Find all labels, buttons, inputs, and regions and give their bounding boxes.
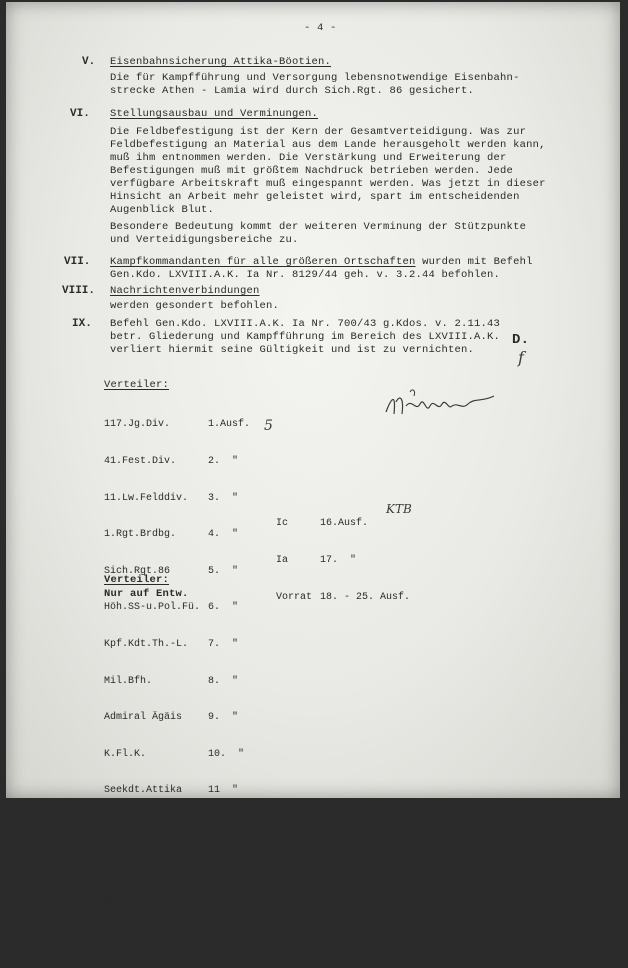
section-vi-line-1: Die Feldbefestigung ist der Kern der Gesamtverteidigung. Was zur [110, 126, 527, 138]
page-number: - 4 - [304, 22, 337, 34]
handwritten-mark-s: 5 [264, 418, 273, 434]
section-viii-number: VIII. [62, 285, 96, 297]
distribution-row: K.Fl.K. 10. " [104, 748, 245, 760]
section-vi-line-7: Augenblick Blut. [110, 204, 215, 216]
section-vi-line-4: Befestigungen muß mit größtem Nachdruck betrieben werden. Jede [110, 165, 514, 177]
distribution-2-text: Nur auf Entw. [104, 588, 189, 600]
distribution-row: Höh.SS-u.Pol.Fü. 6. " [104, 602, 239, 614]
distribution-right-row: Vorrat 18. - 25. Ausf. [276, 591, 411, 603]
distribution-row: Kopifü 12. " [104, 821, 245, 833]
distribution-row: Admiral Ägäis 9. " [104, 712, 239, 724]
distribution-list [104, 395, 250, 968]
distribution-row: Nfü 14. " [104, 895, 245, 907]
distribution-row: Kpf.Kdt.Th.-L. 7. " [104, 638, 239, 650]
section-vii-line-2: Gen.Kdo. LXVIII.A.K. Ia Nr. 8129/44 geh. v. 3.2.44 befohlen. [110, 269, 501, 281]
section-ix-line-3: verliert hiermit seine Gültigkeit und ist zu vernichten. [110, 344, 475, 356]
distribution-row: Sich.Rgt.86 5. " [104, 565, 239, 577]
section-ix-number: IX. [72, 318, 92, 330]
section-v-line-1: Die für Kampfführung und Versorgung lebensnotwendige Eisenbahn- [110, 72, 520, 84]
distribution-row: 11.Lw.Felddiv. 3. " [104, 492, 239, 504]
section-vi-line-5: verfügbare Arbeitskraft muß eingespannt werden. Was jetzt in dieser [110, 178, 546, 190]
distribution-row: 1.Rgt.Brdbg. 4. " [104, 529, 239, 541]
section-v-heading: Eisenbahnsicherung Attika-Böotien. [110, 56, 332, 68]
section-vi-line-3: muß ihm entnommen werden. Die Verstärkung und Erweiterung der [110, 152, 507, 164]
section-vi-heading: Stellungsausbau und Verminungen. [110, 108, 319, 120]
section-vii-heading-rest: wurden mit Befehl [415, 256, 533, 268]
section-vii-number: VII. [64, 256, 91, 268]
section-ix-line-1: Befehl Gen.Kdo. LXVIII.A.K. Ia Nr. 700/43 g.Kdos. v. 2.11.43 [110, 318, 501, 330]
section-viii-heading: Nachrichtenverbindungen [110, 285, 260, 297]
handwritten-mark-f: f [518, 348, 524, 367]
section-vi-para2-line-2: und Verteidigungsbereiche zu. [110, 234, 299, 246]
distribution-row: 41.Fest.Div. 2. " [104, 456, 239, 467]
handwritten-initials: KTB [386, 502, 412, 516]
distribution-row: Arko 13. " [104, 858, 245, 870]
distribution-right-row: Ic 16.Ausf. [276, 518, 369, 530]
distribution-row: Qu 15. " [104, 931, 245, 943]
distribution-row: Mil.Bfh. 8. " [104, 675, 239, 687]
handwritten-mark-d: D. [512, 332, 530, 348]
distribution-row: 117.Jg.Div. 1.Ausf. [104, 419, 251, 431]
section-vi-para2-line-1: Besondere Bedeutung kommt der weiteren Verminung der Stützpunkte [110, 221, 527, 233]
section-ix-line-2: betr. Gliederung und Kampfführung im Bereich des LXVIII.A.K. [110, 331, 501, 343]
section-v-line-2: strecke Athen - Lamia wird durch Sich.Rgt. 86 gesichert. [110, 85, 475, 97]
distribution-row: Seekdt.Attika 11 " [104, 785, 239, 797]
section-vi-line-6: Hinsicht an Arbeit mehr geleistet wird, spart im entscheidenden [110, 191, 520, 203]
section-vii-line-1 [110, 256, 533, 269]
section-vi-line-2: Feldbefestigung an Material aus dem Lande herausgeholt werden kann, [110, 139, 546, 151]
distribution-heading: Verteiler: [104, 379, 170, 391]
section-viii-line-1: werden gesondert befohlen. [110, 300, 280, 312]
section-vi-number: VI. [70, 108, 90, 120]
distribution-right-row: Ia 17. " [276, 555, 357, 566]
section-v-number: V. [82, 56, 96, 68]
signature [382, 388, 502, 422]
document-page [6, 2, 620, 943]
section-vii-heading: Kampfkommandanten für alle größeren Ortschaften [110, 256, 416, 268]
distribution-2-heading: Verteiler: [104, 574, 170, 586]
